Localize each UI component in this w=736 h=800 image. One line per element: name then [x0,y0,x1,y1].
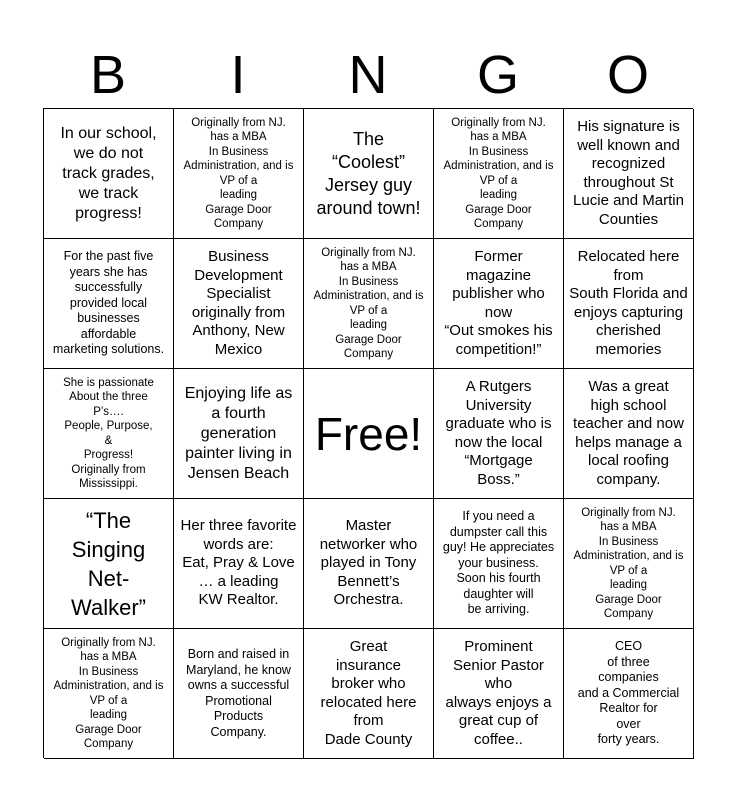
cell-text: Originally from NJ. has a MBA In Business Administration, and is VP of a leading Garage Door Company [443,116,554,230]
header-letter-n: N [348,45,388,105]
bingo-grid [43,108,693,758]
cell-text: Great insurance broker who relocated here from Dade County [320,638,417,748]
bingo-cell-r1c1[interactable] [44,109,174,239]
bingo-cell-r2c4[interactable] [434,239,564,369]
cell-text: Relocated here from South Florida and enjoys capturing cherished memories [569,248,688,358]
header-letter-b: B [89,45,127,105]
bingo-cell-r1c4[interactable] [434,109,564,239]
bingo-cell-r4c4[interactable] [434,499,564,629]
cell-text: Originally from NJ. has a MBA In Business Administration, and is VP of a leading Garage Door Company [53,636,164,750]
cell-text: Was a great high school teacher and now helps manage a local roofing company. [573,378,684,488]
cell-text: For the past five years she has successfully provided local businesses affordable marketing solutions. [52,249,165,357]
free-space-text: Free! [314,407,423,460]
cell-text: Former magazine publisher who now “Out smokes his competition!” [444,248,553,358]
bingo-cell-r3c1[interactable] [44,369,174,499]
cell-text: Originally from NJ. has a MBA In Business Administration, and is VP of a leading Garage Door Company [573,506,684,620]
cell-text: His signature is well known and recognized throughout St Lucie and Martin Counties [573,118,684,228]
bingo-cell-r1c5[interactable] [564,109,694,239]
cell-text: “The Singing Net- Walker” [71,507,146,620]
bingo-cell-r2c2[interactable] [174,239,304,369]
bingo-cell-r2c3[interactable] [304,239,434,369]
bingo-cell-free[interactable] [304,369,434,499]
cell-text: The “Coolest” Jersey guy around town! [316,128,421,218]
bingo-cell-r4c2[interactable] [174,499,304,629]
bingo-cell-r2c1[interactable] [44,239,174,369]
cell-text: Business Development Specialist originally from Anthony, New Mexico [191,248,286,358]
cell-text: She is passionate About the three P’s…. People, Purpose, & Progress! Originally from Mississippi. [63,376,154,490]
bingo-cell-r5c2[interactable] [174,629,304,759]
cell-text: Master networker who played in Tony Bennett’s Orchestra. [319,517,418,609]
bingo-cell-r3c4[interactable] [434,369,564,499]
cell-text: Originally from NJ. has a MBA In Business Administration, and is VP of a leading Garage Door Company [183,116,294,230]
cell-text: Born and raised in Maryland, he know owns a successful Promotional Products Company. [186,647,291,739]
bingo-cell-r5c4[interactable] [434,629,564,759]
cell-text: A Rutgers University graduate who is now the local “Mortgage Boss.” [445,378,552,488]
cell-text: CEO of three companies and a Commercial Realtor for over forty years. [577,639,680,747]
bingo-cell-r1c2[interactable] [174,109,304,239]
bingo-header [43,42,693,108]
cell-text: Her three favorite words are: Eat, Pray & Love … a leading KW Realtor. [180,517,297,609]
bingo-cell-r5c5[interactable] [564,629,694,759]
bingo-cell-r3c2[interactable] [174,369,304,499]
bingo-cell-r1c3[interactable] [304,109,434,239]
bingo-cell-r5c1[interactable] [44,629,174,759]
bingo-cell-r4c3[interactable] [304,499,434,629]
bingo-cell-r3c5[interactable] [564,369,694,499]
cell-text: Enjoying life as a fourth generation painter living in Jensen Beach [184,384,293,482]
header-letter-i: I [230,45,246,105]
bingo-cell-r4c1[interactable] [44,499,174,629]
header-letter-g: G [476,45,519,105]
cell-text: In our school, we do not track grades, we track progress! [60,124,157,222]
bingo-cell-r4c5[interactable] [564,499,694,629]
cell-text: Prominent Senior Pastor who always enjoys a great cup of coffee.. [445,638,552,748]
cell-text: If you need a dumpster call this guy! He appreciates your business. Soon his fourth daughter will be arriving. [442,509,555,617]
header-letter-o: O [606,45,649,105]
cell-text: Originally from NJ. has a MBA In Business Administration, and is VP of a leading Garage Door Company [313,246,424,360]
bingo-cell-r2c5[interactable] [564,239,694,369]
bingo-cell-r5c3[interactable] [304,629,434,759]
